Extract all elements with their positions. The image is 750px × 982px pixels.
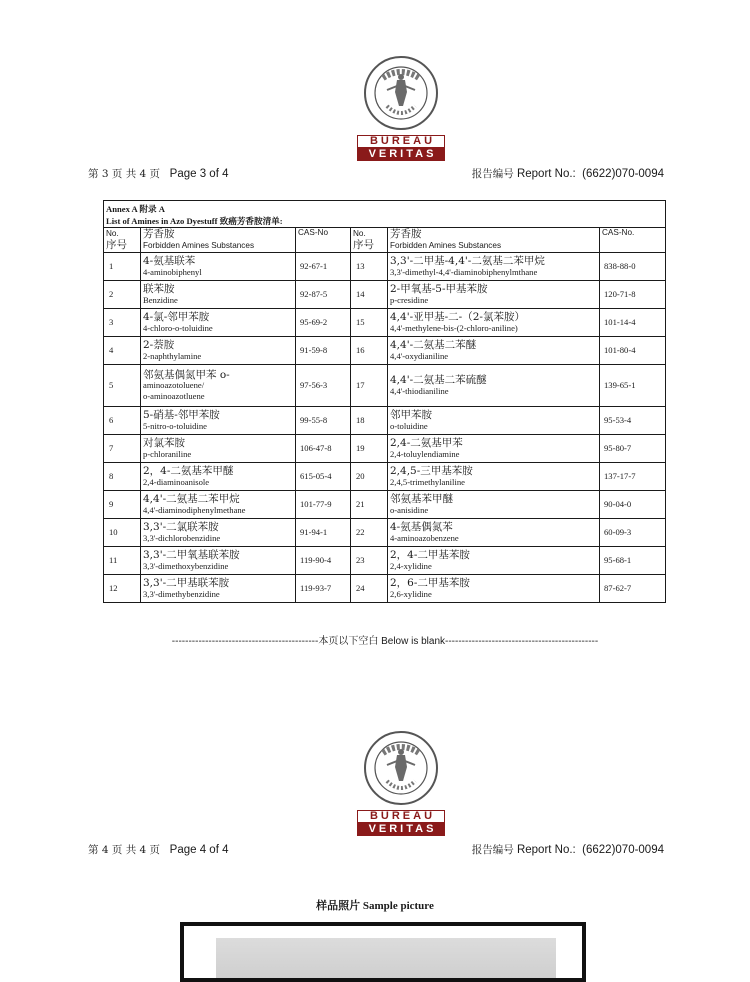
substance-name: 5-硝基-邻甲苯胺 5-nitro-o-toluidine (141, 407, 296, 435)
cas-number: 838-88-0 (600, 253, 666, 281)
row-number: 21 (351, 491, 388, 519)
logo-bureau-text: BUREAU (357, 135, 445, 148)
substance-name: 3,3'-二甲基联苯胺 3,3'-dimethybenzidine (141, 575, 296, 603)
page-number-cn: 第 4 页 共 4 页 (88, 844, 161, 856)
cas-number: 106-47-8 (296, 435, 351, 463)
annex-subtitle-row (104, 215, 666, 228)
table-row (104, 337, 666, 365)
row-number: 3 (104, 309, 141, 337)
seal-icon (357, 725, 445, 810)
cas-number: 92-87-5 (296, 281, 351, 309)
cas-number: 60-09-3 (600, 519, 666, 547)
row-number: 20 (351, 463, 388, 491)
substance-name: 邻甲苯胺 o-toluidine (388, 407, 600, 435)
cas-number: 139-65-1 (600, 365, 666, 407)
table-header-row (104, 228, 666, 253)
cas-number: 615-05-4 (296, 463, 351, 491)
row-number: 2 (104, 281, 141, 309)
report-label-cn: 报告编号 (471, 168, 514, 180)
row-number: 18 (351, 407, 388, 435)
row-number: 16 (351, 337, 388, 365)
cas-number: 95-53-4 (600, 407, 666, 435)
substance-name: 邻氨基偶氮甲苯 o- aminoazotoluene/ o-aminoazotluene (141, 365, 296, 407)
cas-number: 95-68-1 (600, 547, 666, 575)
logo-veritas-text: VERITAS (357, 823, 445, 836)
row-number: 9 (104, 491, 141, 519)
row-number: 12 (104, 575, 141, 603)
seal-icon (357, 50, 445, 135)
row-number: 15 (351, 309, 388, 337)
annex-title-row (104, 201, 666, 216)
cas-number: 101-14-4 (600, 309, 666, 337)
logo-veritas-text: VERITAS (357, 148, 445, 161)
sample-photo (216, 938, 556, 978)
page-number-en: Page 4 of 4 (169, 844, 229, 856)
annex-title: Annex A 附录 A (104, 201, 666, 216)
substance-name: 2，6-二甲基苯胺 2,6-xylidine (388, 575, 600, 603)
table-row (104, 309, 666, 337)
page-number-en: Page 3 of 4 (169, 168, 229, 180)
row-number: 23 (351, 547, 388, 575)
table-row (104, 547, 666, 575)
table-row (104, 491, 666, 519)
header-cas: CAS-No. (600, 228, 666, 253)
substance-name: 4,4'-二氨基二苯硫醚 4,4'-thiodianiline (388, 365, 600, 407)
cas-number: 119-93-7 (296, 575, 351, 603)
table-row (104, 435, 666, 463)
cas-number: 97-56-3 (296, 365, 351, 407)
cas-number: 120-71-8 (600, 281, 666, 309)
substance-name: 4,4'-二氨基二苯醚 4,4'-oxydianiline (388, 337, 600, 365)
bureau-veritas-logo (357, 50, 445, 161)
report-label-en: Report No.: (516, 844, 576, 856)
report-label-en: Report No.: (516, 168, 576, 180)
row-number: 19 (351, 435, 388, 463)
substance-name: 4-氯-邻甲苯胺 4-chloro-o-toluidine (141, 309, 296, 337)
annex-subtitle: List of Amines in Azo Dyestuff 致癌芳香胺清单: (104, 215, 666, 228)
cas-number: 95-80-7 (600, 435, 666, 463)
below-is-blank-note: --------------------------------------------本页以下空白 Below is blank---------------------------------------------- (171, 636, 599, 647)
row-number: 4 (104, 337, 141, 365)
substance-name: 4-氨基联苯 4-aminobiphenyl (141, 253, 296, 281)
substance-name: 4,4'-亚甲基-二-（2-氯苯胺） 4,4'-methylene-bis-(2-chloro-aniline) (388, 309, 600, 337)
table-row (104, 253, 666, 281)
report-number: (6622)070-0094 (582, 168, 664, 180)
report-number: (6622)070-0094 (582, 844, 664, 856)
table-row (104, 463, 666, 491)
substance-name: 4,4'-二氨基二苯甲烷 4,4'-diaminodiphenylmethane (141, 491, 296, 519)
substance-name: 3,3'-二甲基-4,4'-二氨基二苯甲烷 3,3'-dimethyl-4,4'-diaminobiphenylmthane (388, 253, 600, 281)
row-number: 8 (104, 463, 141, 491)
cas-number: 99-55-8 (296, 407, 351, 435)
row-number: 1 (104, 253, 141, 281)
substance-name: 2-萘胺 2-naphthylamine (141, 337, 296, 365)
row-number: 22 (351, 519, 388, 547)
table-row (104, 365, 666, 407)
row-number: 14 (351, 281, 388, 309)
cas-number: 92-67-1 (296, 253, 351, 281)
substance-name: 2,4-二氨基甲苯 2,4-toluylendiamine (388, 435, 600, 463)
row-number: 11 (104, 547, 141, 575)
header-substance: 芳香胺 Forbidden Amines Substances (388, 228, 600, 253)
page-number-cn: 第 3 页 共 4 页 (88, 168, 161, 180)
cas-number: 137-17-7 (600, 463, 666, 491)
substance-name: 2，4-二甲基苯胺 2,4-xylidine (388, 547, 600, 575)
report-label-cn: 报告编号 (471, 844, 514, 856)
header-no: No. 序号 (351, 228, 388, 253)
header-cas: CAS-No (296, 228, 351, 253)
table-row (104, 519, 666, 547)
logo-bureau-text: BUREAU (357, 810, 445, 823)
cas-number: 101-77-9 (296, 491, 351, 519)
amines-table (103, 200, 666, 603)
header-substance: 芳香胺 Forbidden Amines Substances (141, 228, 296, 253)
row-number: 17 (351, 365, 388, 407)
row-number: 7 (104, 435, 141, 463)
row-number: 10 (104, 519, 141, 547)
substance-name: 2,4,5-三甲基苯胺 2,4,5-trimethylaniline (388, 463, 600, 491)
substance-name: 2-甲氧基-5-甲基苯胺 p-cresidine (388, 281, 600, 309)
row-number: 24 (351, 575, 388, 603)
table-row (104, 281, 666, 309)
substance-name: 联苯胺 Benzidine (141, 281, 296, 309)
cas-number: 119-90-4 (296, 547, 351, 575)
substance-name: 2，4-二氨基苯甲醚 2,4-diaminoanisole (141, 463, 296, 491)
substance-name: 3,3'-二甲氧基联苯胺 3,3'-dimethoxybenzidine (141, 547, 296, 575)
substance-name: 3,3'-二氯联苯胺 3,3'-dichlorobenzidine (141, 519, 296, 547)
cas-number: 87-62-7 (600, 575, 666, 603)
row-number: 5 (104, 365, 141, 407)
cas-number: 90-04-0 (600, 491, 666, 519)
row-number: 13 (351, 253, 388, 281)
cas-number: 101-80-4 (600, 337, 666, 365)
table-row (104, 407, 666, 435)
substance-name: 4-氨基偶氮苯 4-aminoazobenzene (388, 519, 600, 547)
row-number: 6 (104, 407, 141, 435)
substance-name: 邻氨基苯甲醚 o-anisidine (388, 491, 600, 519)
cas-number: 91-59-8 (296, 337, 351, 365)
sample-picture-title: 样品照片 Sample picture (316, 900, 434, 912)
bureau-veritas-logo (357, 725, 445, 836)
header-no: No. 序号 (104, 228, 141, 253)
substance-name: 对氯苯胺 p-chloraniline (141, 435, 296, 463)
table-row (104, 575, 666, 603)
cas-number: 95-69-2 (296, 309, 351, 337)
cas-number: 91-94-1 (296, 519, 351, 547)
sample-photo-frame (180, 922, 586, 982)
